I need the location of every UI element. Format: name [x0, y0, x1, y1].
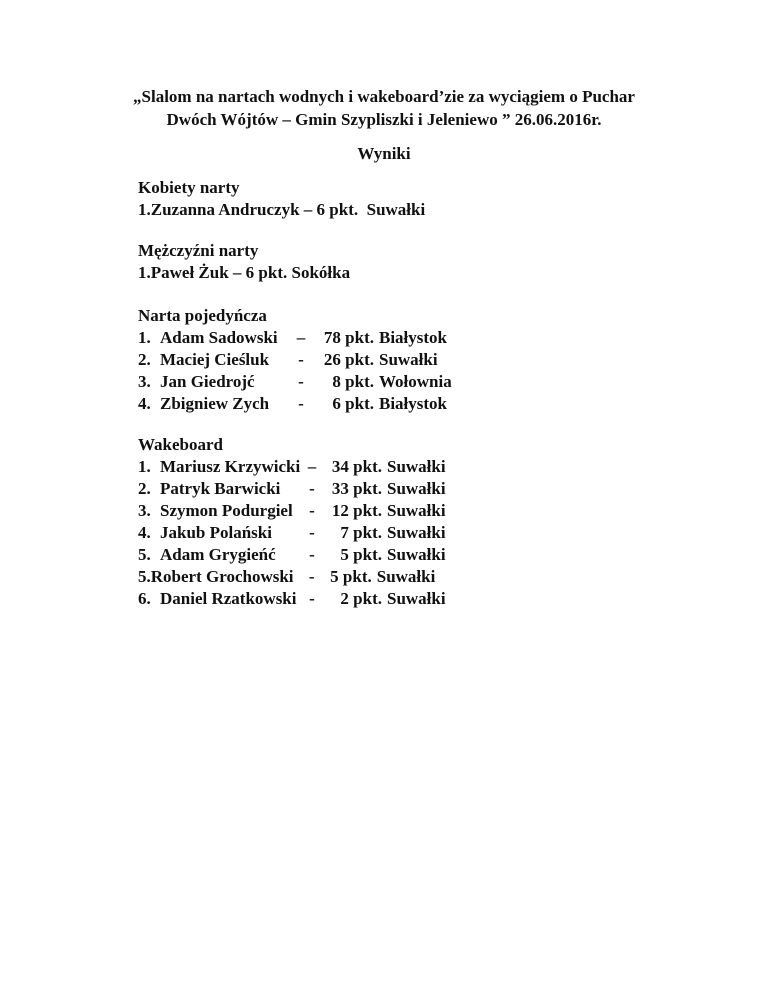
section-heading: Wakeboard: [138, 435, 224, 454]
rank: 3.: [138, 501, 151, 520]
result-row: [138, 566, 446, 588]
separator: –: [296, 328, 306, 347]
city: Suwałki: [379, 350, 438, 369]
competitor-name: Szymon Podurgiel: [160, 501, 293, 520]
competitor-name: Mariusz Krzywicki: [160, 457, 301, 476]
result-row: [138, 478, 446, 500]
points: 33 pkt.: [331, 479, 382, 498]
competitor-name: Maciej Cieśluk: [160, 350, 270, 369]
city: Suwałki: [387, 501, 446, 520]
section-women-skis: [138, 177, 425, 221]
rank: 4.: [138, 394, 151, 413]
section-heading: Narta pojedyńcza: [138, 306, 267, 325]
points: 12 pkt.: [331, 501, 382, 520]
separator: -: [309, 501, 315, 520]
separator: -: [298, 394, 304, 413]
result-row: [138, 456, 446, 478]
competitor-name: Jakub Polański: [160, 523, 272, 542]
result-row: [138, 544, 446, 566]
result-entry: 1.Zuzanna Andruczyk – 6 pkt. Suwałki: [138, 200, 426, 219]
competitor-name: Adam Grygieńć: [160, 545, 276, 564]
result-row: [138, 522, 446, 544]
section-heading: Kobiety narty: [138, 178, 240, 197]
rank: 5.: [138, 545, 151, 564]
result-entry: 1.Paweł Żuk – 6 pkt. Sokółka: [138, 263, 351, 282]
competitor-name: Jan Giedrojć: [160, 372, 255, 391]
result-row: [138, 500, 446, 522]
competitor-name: Adam Sadowski: [160, 328, 278, 347]
city: Suwałki: [376, 567, 436, 586]
rank: 1.: [138, 457, 151, 476]
result-row: [138, 588, 446, 610]
title-line-2: Dwóch Wójtów – Gmin Szypliszki i Jeleniewo ” 26.06.2016r.: [166, 110, 602, 129]
rank: 1.: [138, 328, 151, 347]
competitor-name: Zbigniew Zych: [160, 394, 270, 413]
separator: –: [307, 457, 317, 476]
competitor-name: Robert Grochowski: [150, 567, 294, 586]
result-row: [138, 327, 452, 349]
points: 2 pkt.: [340, 589, 382, 608]
result-row: [138, 393, 452, 415]
points: 26 pkt.: [323, 350, 374, 369]
results-heading: Wyniki: [357, 144, 411, 163]
section-wakeboard: [138, 434, 446, 610]
rank: 5.: [138, 567, 151, 586]
competitor-name: Daniel Rzatkowski: [160, 589, 297, 608]
city: Suwałki: [387, 457, 446, 476]
city: Białystok: [379, 394, 448, 413]
rank: 6.: [138, 589, 151, 608]
city: Suwałki: [387, 523, 446, 542]
points: 7 pkt.: [340, 523, 382, 542]
points: 78 pkt.: [323, 328, 374, 347]
rank: 3.: [138, 372, 151, 391]
separator: -: [298, 372, 304, 391]
rank: 2.: [138, 350, 151, 369]
result-row: [138, 371, 452, 393]
city: Suwałki: [387, 479, 446, 498]
city: Suwałki: [387, 545, 446, 564]
city: Wołownia: [379, 372, 452, 391]
separator: -: [309, 523, 315, 542]
separator: -: [309, 589, 315, 608]
city: Białystok: [379, 328, 448, 347]
points: 6 pkt.: [332, 394, 374, 413]
points: 5 pkt.: [340, 545, 382, 564]
section-heading: Mężczyźni narty: [138, 241, 259, 260]
rank: 4.: [138, 523, 151, 542]
rank: 2.: [138, 479, 151, 498]
competitor-name: Patryk Barwicki: [160, 479, 281, 498]
separator: -: [309, 479, 315, 498]
points: 34 pkt.: [331, 457, 382, 476]
section-single-ski: [138, 305, 452, 415]
section-men-skis: [138, 240, 350, 284]
result-row: [138, 349, 452, 371]
city: Suwałki: [387, 589, 446, 608]
title-line-1: „Slalom na nartach wodnych i wakeboard’zie za wyciągiem o Puchar: [133, 87, 635, 106]
points: 8 pkt.: [332, 372, 374, 391]
points: 5 pkt.: [330, 567, 372, 586]
separator: -: [308, 567, 315, 586]
separator: -: [309, 545, 315, 564]
separator: -: [298, 350, 304, 369]
